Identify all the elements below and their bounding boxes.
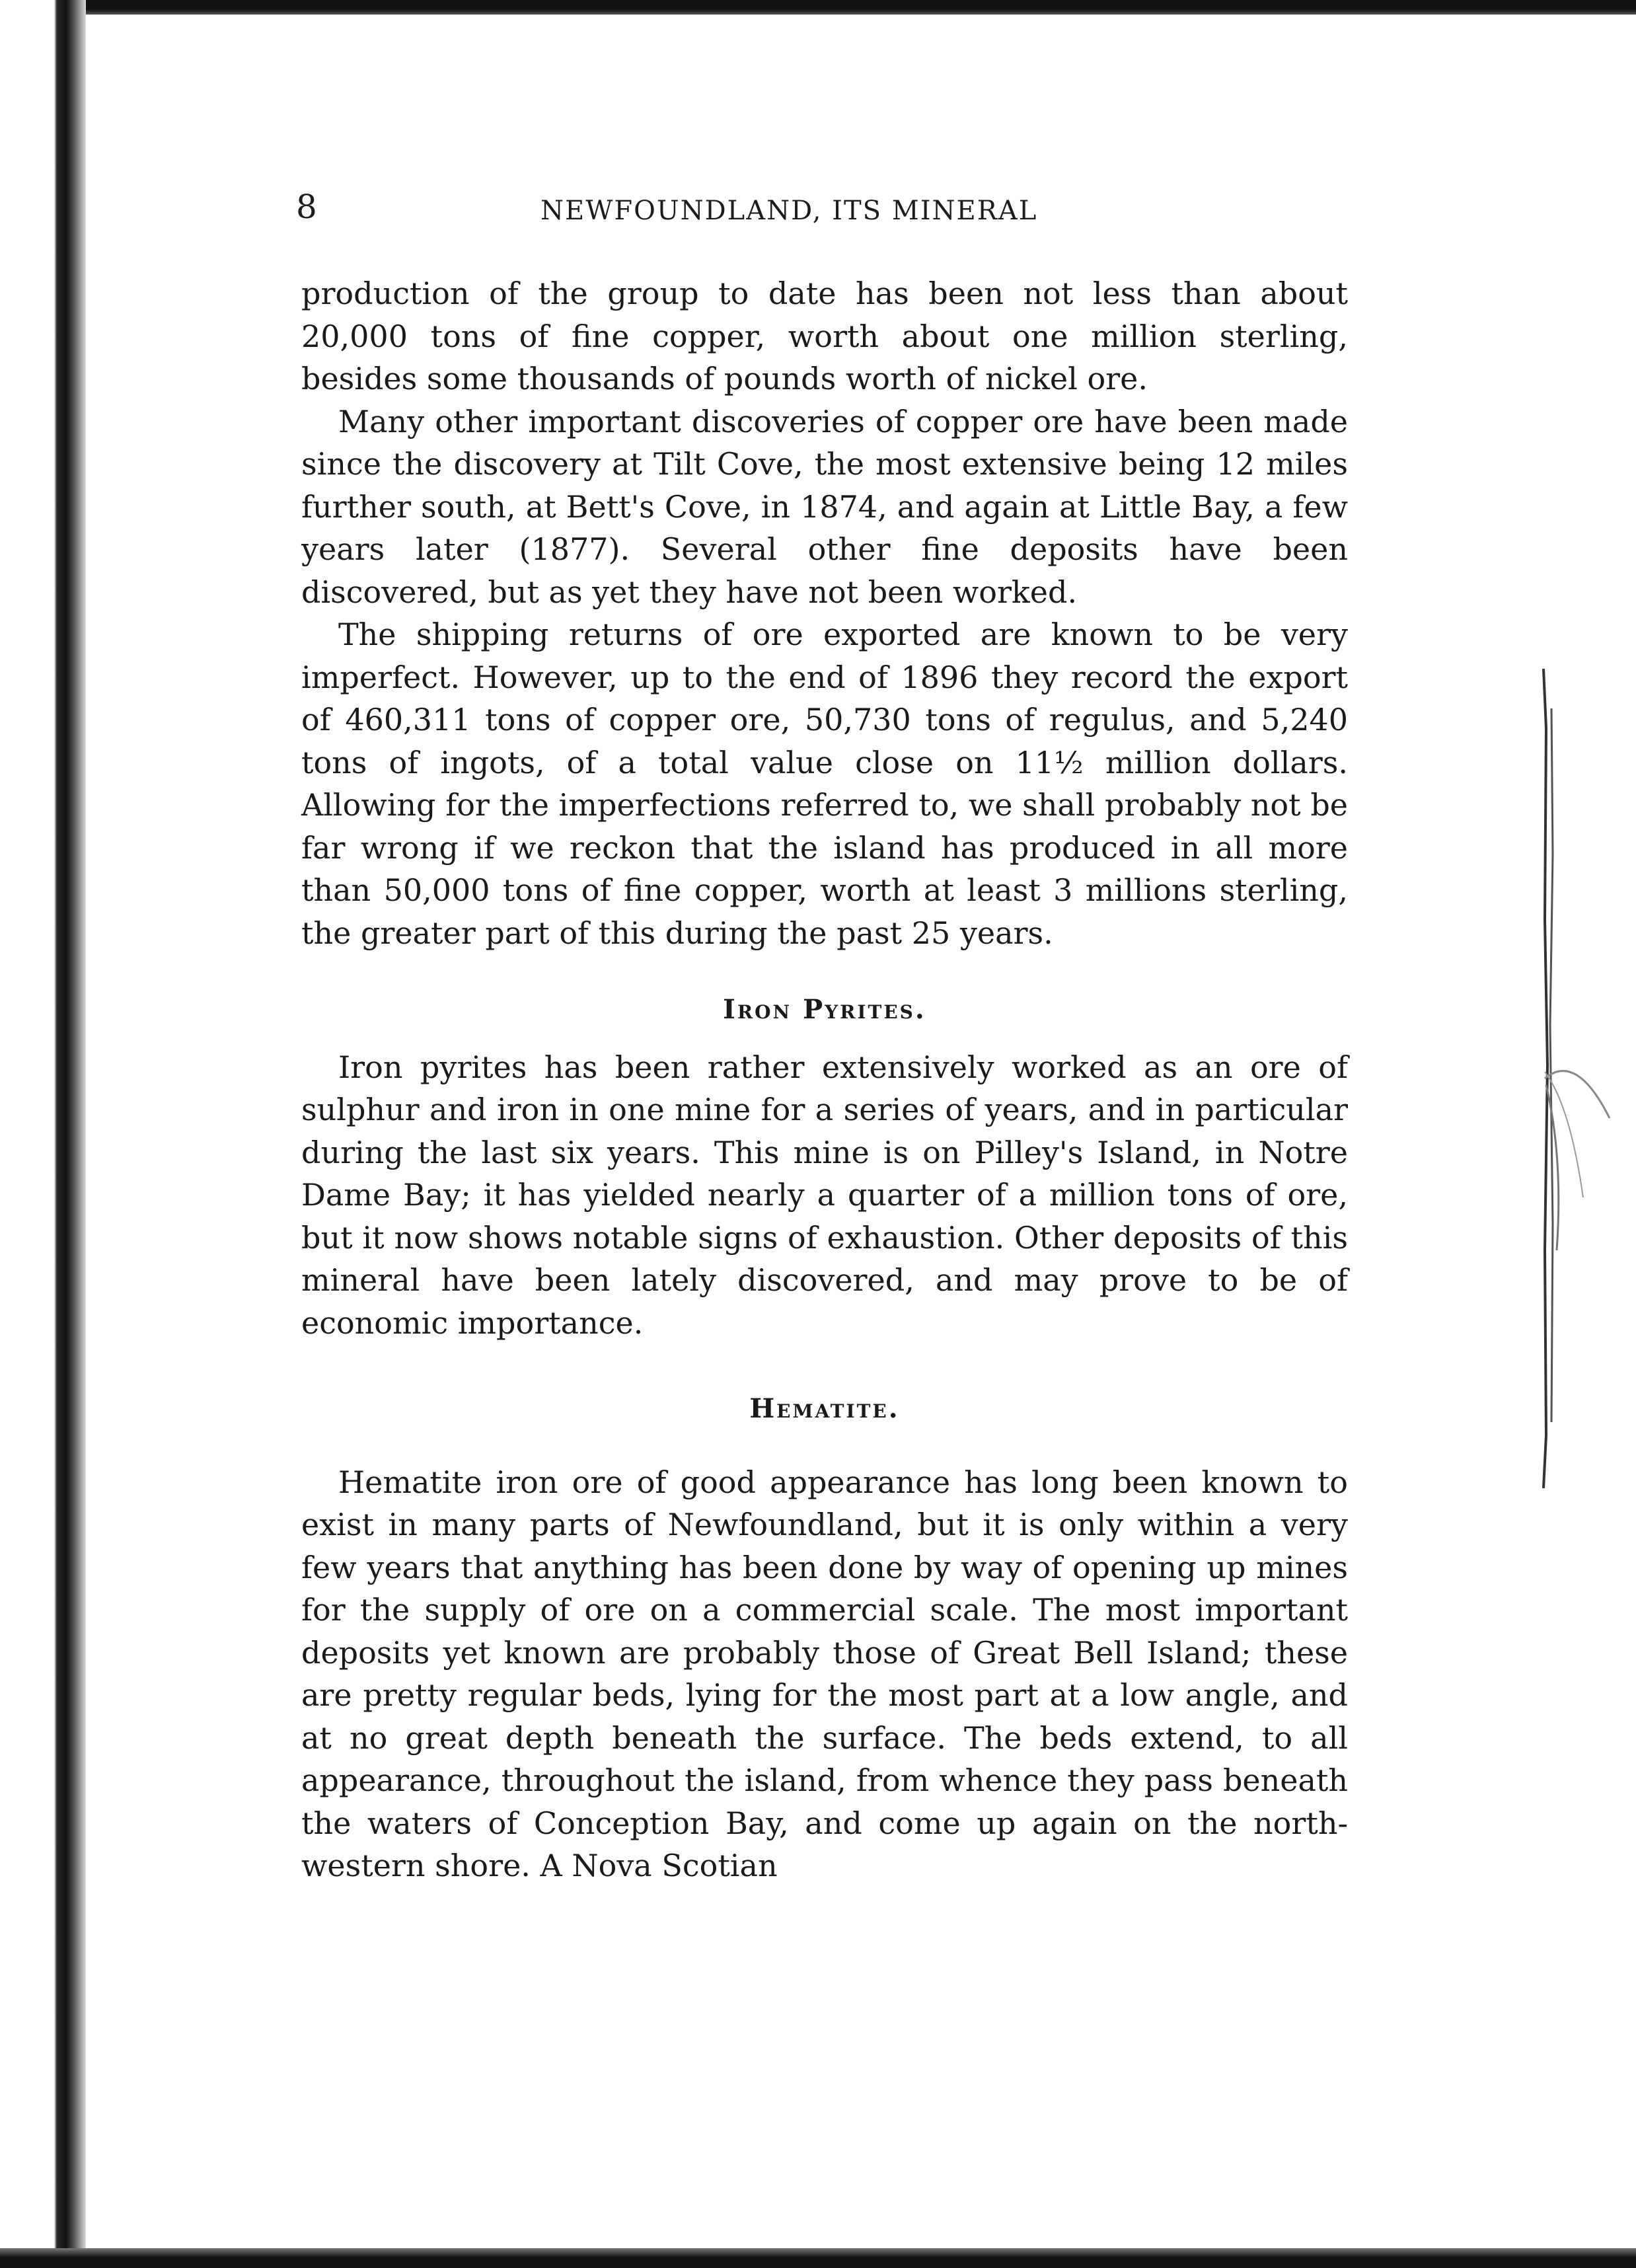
paragraph-copper-discoveries: Many other important discoveries of copper ore have been made since the discovery at Tilt Cove, the most extensive being 12 miles further south, at Bett's Cove, in 1874, and again at Little Bay, a few years later (1877). Several other fine deposits have been discovered, but as yet they have not been worked. [301,403,1348,610]
binding-thread-icon [1537,656,1616,1501]
scan-edge-bottom [0,2248,1636,2268]
heading-hematite: Hematite. [749,1393,900,1424]
page-header [296,188,1353,247]
scan-edge-left [0,0,86,2268]
paragraph-copper-production: production of the group to date has been not less than about 20,000 tons of fine copper, worth about one million sterling, besides some thousands of pounds worth of nickel ore. [301,276,1348,397]
heading-iron-pyrites: Iron Pyrites. [723,994,926,1025]
scan-edge-top [0,0,1636,15]
book-page [86,15,1636,2248]
body-text [301,272,1348,1887]
paragraph-shipping-returns: The shipping returns of ore exported are known to be very imperfect. However, up to the end of 1896 they record the export of 460,311 tons of copper ore, 50,730 tons of regulus, and 5,240 tons of ingots, of a total value close on 11½ million dollars. Allowing for the imperfections referred to, we shall probably not be far wrong if we reckon that the island has produced in all more than 50,000 tons of fine copper, worth at least 3 millions sterling, the greater part of this during the past 25 years. [301,617,1348,951]
running-title: NEWFOUNDLAND, ITS MINERAL [540,196,1038,226]
paragraph-iron-pyrites: Iron pyrites has been rather extensively worked as an ore of sulphur and iron in one mine for a series of years, and in particular during the last six years. This mine is on Pilley's Island, in Notre Dame Bay; it has yielded nearly a quarter of a million tons of ore, but it now shows notable signs of exhaustion. Other deposits of this mineral have been lately discovered, and may prove to be of economic importance. [301,1049,1348,1341]
paragraph-hematite: Hematite iron ore of good appearance has long been known to exist in many parts of Newfoundland, but it is only within a very few years that anything has been done by way of opening up mines for the supply of ore on a commercial scale. The most important deposits yet known are probably those of Great Bell Island; these are pretty regular beds, lying for the most part at a low angle, and at no great depth beneath the surface. The beds extend, to all appearance, throughout the island, from whence they pass beneath the waters of Conception Bay, and come up again on the north-western shore. A Nova Scotian [301,1464,1348,1883]
page-number: 8 [296,188,317,226]
